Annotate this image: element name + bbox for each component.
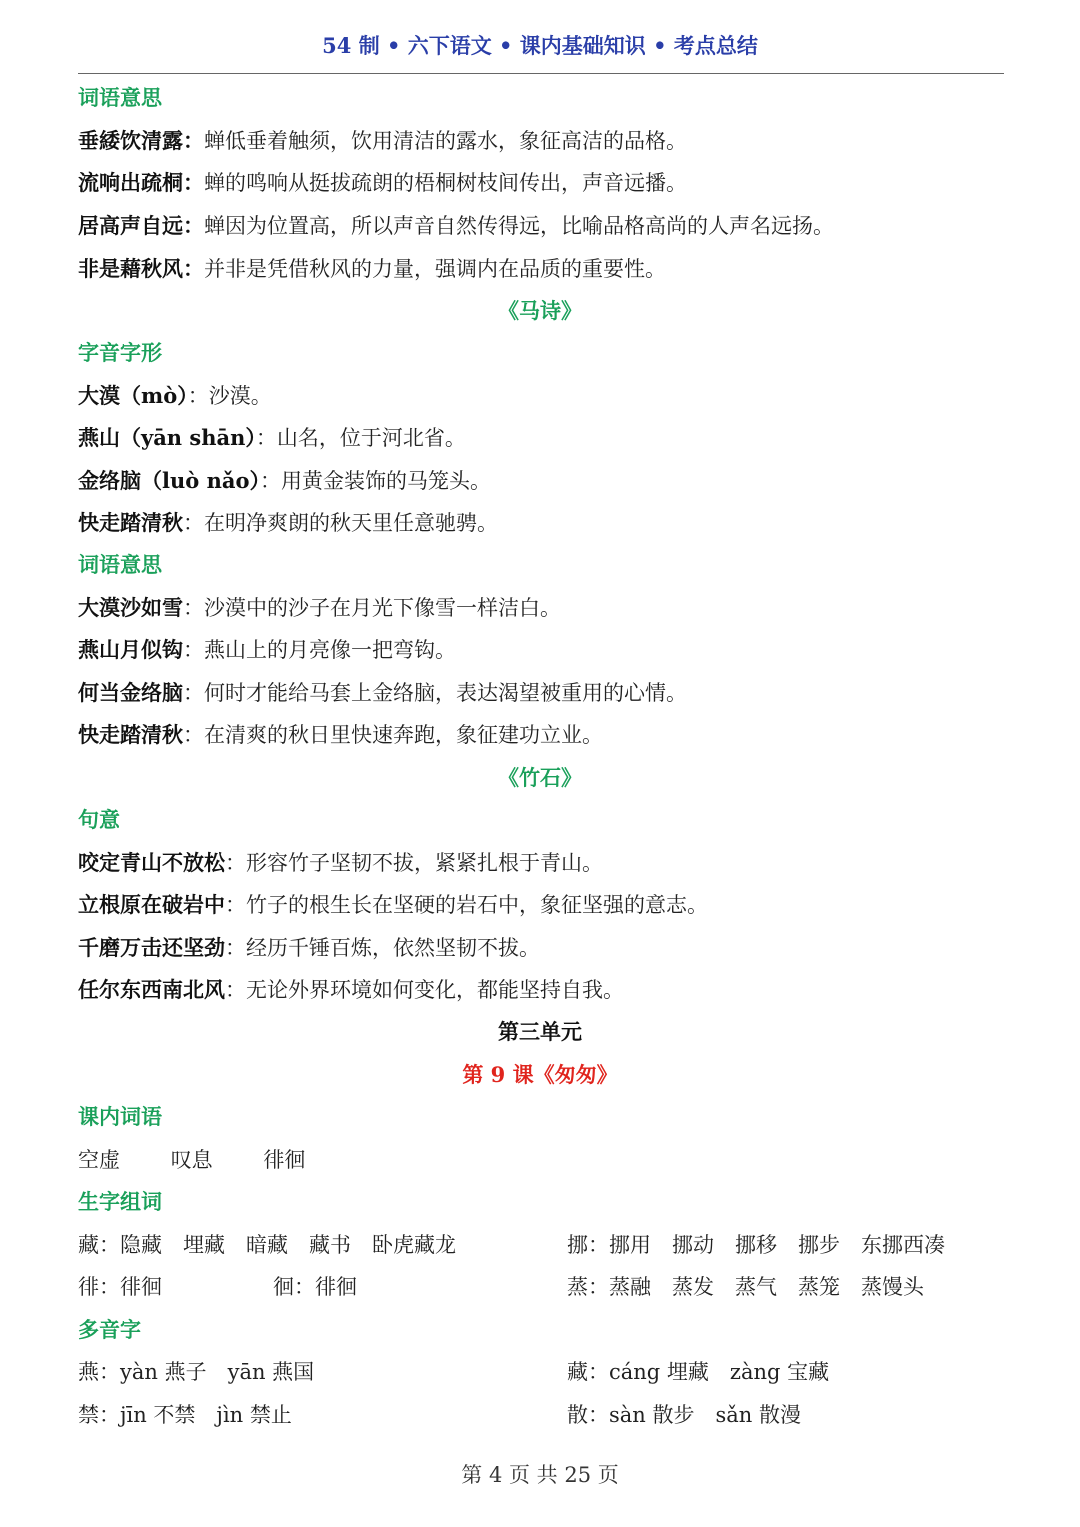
duoyin-cang: 藏：cáng 埋藏 zàng 宝藏: [567, 1360, 830, 1384]
section-heading-words: 课内词语: [78, 1104, 162, 1129]
duoyin-yan: 燕：yàn 燕子 yān 燕国: [78, 1360, 315, 1384]
list-item: 千磨万击还坚劲：经历千锤百炼，依然坚韧不拔。: [78, 935, 540, 960]
duoyin-san: 散：sàn 散步 sǎn 散漫: [567, 1403, 801, 1427]
zuci-cang: 藏：隐藏 埋藏 暗藏 藏书 卧虎藏龙: [78, 1233, 456, 1257]
list-item: 流响出疏桐：蝉的鸣响从挺拔疏朗的梧桐树枝间传出，声音远播。: [78, 170, 687, 195]
list-item: 垂緌饮清露：蝉低垂着触须，饮用清洁的露水，象征高洁的品格。: [78, 128, 687, 153]
word-list: [78, 1146, 305, 1174]
section-heading-pronunciation: 字音字形: [78, 340, 162, 365]
list-item: 居高声自远：蝉因为位置高，所以声音自然传得远，比喻品格高尚的人声名远扬。: [78, 213, 834, 238]
list-item: 任尔东西南北风：无论外界环境如何变化，都能坚持自我。: [78, 977, 624, 1002]
list-item: 燕山（yān shān）：山名，位于河北省。: [78, 425, 466, 450]
section-heading-sentence: 句意: [78, 807, 120, 832]
lesson-title: 第 9 课《匆匆》: [462, 1062, 618, 1087]
zuci-zheng: 蒸：蒸融 蒸发 蒸气 蒸笼 蒸馒头: [567, 1275, 924, 1299]
word: 徘徊: [263, 1148, 306, 1172]
list-item: 金络脑（luò nǎo）：用黄金装饰的马笼头。: [78, 468, 491, 493]
list-item: 大漠沙如雪：沙漠中的沙子在月光下像雪一样洁白。: [78, 595, 561, 620]
section-heading-meanings: 词语意思: [78, 85, 162, 110]
zuci-nuo: 挪：挪用 挪动 挪移 挪步 东挪西凑: [567, 1233, 945, 1257]
poem-title-mashi: 《马诗》: [498, 298, 582, 323]
zuci-pai: 徘：徘徊: [78, 1275, 162, 1299]
poem-title-zhushi: 《竹石》: [498, 765, 582, 790]
section-heading-duoyin: 多音字: [78, 1317, 141, 1342]
list-item: 非是藉秋风：并非是凭借秋风的力量，强调内在品质的重要性。: [78, 256, 666, 281]
unit-title: 第三单元: [498, 1019, 582, 1044]
page-header: 54 制 • 六下语文 • 课内基础知识 • 考点总结: [322, 33, 758, 58]
section-heading-meanings: 词语意思: [78, 552, 162, 577]
list-item: 快走踏清秋：在明净爽朗的秋天里任意驰骋。: [78, 510, 498, 535]
section-heading-zuci: 生字组词: [78, 1189, 162, 1214]
list-item: 大漠（mò）：沙漠。: [78, 383, 272, 408]
duoyin-jin: 禁：jīn 不禁 jìn 禁止: [78, 1403, 292, 1427]
word: 空虚: [78, 1148, 120, 1172]
zuci-huai: 徊：徘徊: [273, 1275, 357, 1299]
list-item: 咬定青山不放松：形容竹子坚韧不拔，紧紧扎根于青山。: [78, 850, 603, 875]
list-item: 快走踏清秋：在清爽的秋日里快速奔跑，象征建功立业。: [78, 722, 603, 747]
list-item: 立根原在破岩中：竹子的根生长在坚硬的岩石中，象征坚强的意志。: [78, 892, 708, 917]
word: 叹息: [170, 1148, 213, 1172]
header-divider: [78, 73, 1004, 74]
page-footer: 第 4 页 共 25 页: [461, 1463, 619, 1487]
list-item: 燕山月似钩：燕山上的月亮像一把弯钩。: [78, 637, 456, 662]
list-item: 何当金络脑：何时才能给马套上金络脑，表达渴望被重用的心情。: [78, 680, 687, 705]
